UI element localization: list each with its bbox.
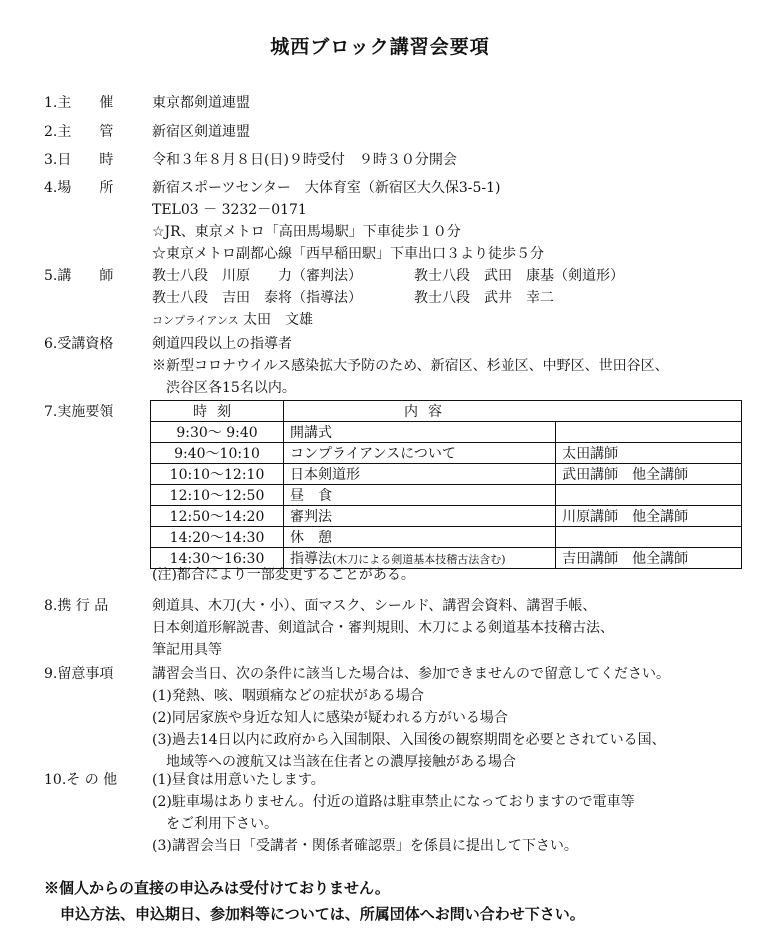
row-content-sub: (木刀による剣道基本技稽古法含む) xyxy=(332,553,506,566)
table-row xyxy=(151,443,742,464)
row-time: 14:20～14:30 xyxy=(151,527,284,548)
other-item: (3)講習会当日「受講者・関係者確認票」を係員に提出して下さい。 xyxy=(152,838,578,854)
section-label: 4.場 所 xyxy=(44,180,114,196)
section-label: 6.受講資格 xyxy=(44,336,114,352)
table-row xyxy=(151,464,742,485)
precaution-item: (2)同居家族や身近な知人に感染が疑われる方がいる場合 xyxy=(152,710,508,726)
organizer-value: 東京都剣道連盟 xyxy=(152,95,250,111)
section-label: 7.実施要領 xyxy=(44,404,114,420)
instructor-row xyxy=(152,309,744,331)
row-content: 審判法 xyxy=(284,506,556,527)
row-content-main: 指導法 xyxy=(290,551,333,567)
row-time: 12:50～14:20 xyxy=(151,506,284,527)
datetime-value: 令和３年８月８日(日)９時受付 ９時３０分開会 xyxy=(152,152,457,168)
row-lecturer: 川原講師 他全講師 xyxy=(556,506,742,527)
table-row xyxy=(151,527,742,548)
row-lecturer xyxy=(556,422,742,443)
section-label: 5.講 師 xyxy=(44,268,114,284)
section-label: 9.留意事項 xyxy=(44,666,114,682)
table-row xyxy=(151,506,742,527)
section-label: 2.主 管 xyxy=(44,124,114,140)
items-line: 筆記用具等 xyxy=(152,642,222,658)
section-label: 8.携 行 品 xyxy=(44,598,109,614)
row-lecturer: 武田講師 他全講師 xyxy=(556,464,742,485)
table-header-row xyxy=(151,401,742,422)
other-item: (2)駐車場はありません。付近の道路は駐車禁止になっておりますので電車等 xyxy=(152,794,635,810)
other-item: (1)昼食は用意いたします。 xyxy=(152,772,325,788)
eligibility-value: 剣道四段以上の指導者 xyxy=(152,336,292,352)
section-label: 1.主 催 xyxy=(44,95,114,111)
venue-access-jr: ☆JR、東京メトロ「高田馬場駅」下車徒歩１０分 xyxy=(152,224,461,240)
row-content: 休 憩 xyxy=(284,527,556,548)
row-time: 12:10～12:50 xyxy=(151,485,284,506)
instructor-row xyxy=(152,287,744,309)
row-content: 日本剣道形 xyxy=(284,464,556,485)
eligibility-note: ※新型コロナウイルス感染拡大予防のため、新宿区、杉並区、中野区、世田谷区、 xyxy=(152,358,669,374)
venue-access-metro: ☆東京メトロ副都心線「西早稲田駅」下車出口３より徒歩５分 xyxy=(152,246,544,262)
row-content: コンプライアンスについて xyxy=(284,443,556,464)
row-content: 昼 食 xyxy=(284,485,556,506)
row-time: 14:30～16:30 xyxy=(151,548,284,569)
schedule-note: (注)都合により一部変更することがある。 xyxy=(152,567,415,583)
row-time: 9:40～10:10 xyxy=(151,443,284,464)
schedule-table xyxy=(150,400,742,569)
header-time: 時刻 xyxy=(151,401,284,422)
row-lecturer: 太田講師 xyxy=(556,443,742,464)
compliance-name: 太田 文雄 xyxy=(243,312,314,328)
row-content: 開講式 xyxy=(284,422,556,443)
row-lecturer xyxy=(556,527,742,548)
venue-name: 新宿スポーツセンター 大体育室（新宿区大久保3-5-1) xyxy=(152,180,501,196)
venue-phone: TEL03 － 3232－0171 xyxy=(152,202,307,218)
precaution-item: (1)発熱、咳、咽頭痛などの症状がある場合 xyxy=(152,688,424,704)
row-time: 9:30～ 9:40 xyxy=(151,422,284,443)
instructor-row xyxy=(152,265,744,287)
compliance-prefix: コンプライアンス xyxy=(152,314,239,327)
row-time: 10:10～12:10 xyxy=(151,464,284,485)
header-content: 内容 xyxy=(284,401,742,422)
precaution-intro: 講習会当日、次の条件に該当した場合は、参加できませんので留意してください。 xyxy=(152,666,670,682)
row-lecturer xyxy=(556,485,742,506)
instructor-entry: 教士八段 武井 幸二 xyxy=(414,290,554,306)
instructor-entry: 教士八段 川原 力（審判法） xyxy=(152,268,362,284)
precaution-item-cont: 地域等への渡航又は当該在住者との濃厚接触がある場合 xyxy=(166,754,516,770)
precaution-item: (3)過去14日以内に政府から入国制限、入国後の観察期間を必要とされている国、 xyxy=(152,732,666,748)
footer-notice: ※個人からの直接の申込みは受付けておりません。 xyxy=(44,879,390,897)
eligibility-note-cont: 渋谷区各15名以内。 xyxy=(166,380,296,396)
management-value: 新宿区剣道連盟 xyxy=(152,124,250,140)
items-line: 剣道具、木刀(大・小）、面マスク、シールド、講習会資料、講習手帳、 xyxy=(152,598,597,614)
table-row xyxy=(151,485,742,506)
instructor-entry: 教士八段 吉田 泰将（指導法） xyxy=(152,290,362,306)
section-label: 3.日 時 xyxy=(44,152,114,168)
table-row xyxy=(151,422,742,443)
other-item-cont: をご利用下さい。 xyxy=(166,816,278,832)
items-line: 日本剣道形解説書、剣道試合・審判規則、木刀による剣道基本技稽古法、 xyxy=(152,620,614,636)
section-label: 10.そ の 他 xyxy=(44,772,118,788)
row-lecturer: 吉田講師 他全講師 xyxy=(556,548,742,569)
page-title: 城西ブロック講習会要項 xyxy=(270,36,490,58)
footer-inquiry: 申込方法、申込期日、参加料等については、所属団体へお問い合わせ下さい。 xyxy=(60,905,585,923)
instructor-entry: 教士八段 武田 康基（剣道形） xyxy=(414,268,624,284)
